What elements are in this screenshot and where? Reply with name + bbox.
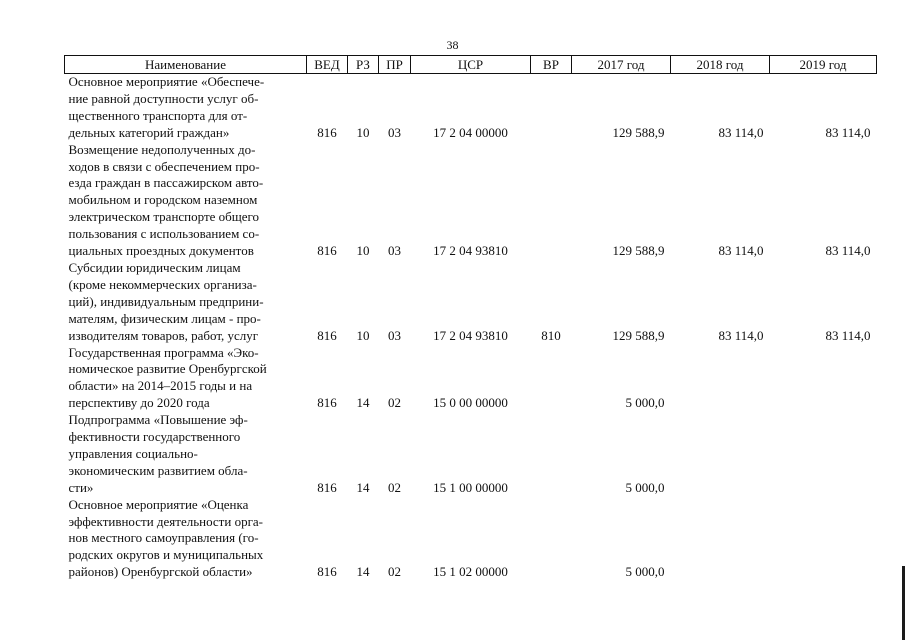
cell-2019 (770, 412, 877, 497)
cell-pr: 02 (388, 395, 401, 411)
cell-rz: 14 (356, 564, 370, 580)
cell-name (65, 497, 307, 582)
cell-ved: 816 (317, 124, 337, 140)
header-2018: 2018 год (671, 56, 770, 74)
table-row (65, 260, 877, 345)
cell-pr: 03 (388, 124, 401, 140)
table-row (65, 74, 877, 142)
cell-csr: 15 0 00 00000 (433, 395, 508, 411)
name-line: Подпрограмма «Повышение эф- (68, 412, 248, 428)
header-2019: 2019 год (770, 56, 877, 74)
header-vr: ВР (531, 56, 572, 74)
cell-name (65, 412, 307, 497)
cell-name (65, 142, 307, 260)
name-line: Субсидии юридическим лицам (68, 259, 241, 275)
cell-2017: 129 588,9 (612, 243, 665, 259)
table-row (65, 412, 877, 497)
cell-csr: 17 2 04 00000 (433, 124, 508, 140)
name-line: Основное мероприятие «Обеспече- (68, 74, 265, 89)
cell-ved: 816 (317, 395, 337, 411)
cell-ved: 816 (317, 479, 337, 495)
name-line: родских округов и муниципальных (68, 547, 264, 563)
name-line: езда граждан в пассажирском авто- (68, 175, 264, 191)
cell-vr (531, 412, 572, 497)
cell-name (65, 260, 307, 345)
name-line: области» на 2014–2015 годы и на (68, 378, 253, 394)
cell-vr: 810 (541, 327, 561, 343)
cell-pr: 02 (388, 479, 401, 495)
cell-vr (531, 142, 572, 260)
cell-2019: 83 114,0 (825, 327, 871, 343)
name-line: пользования с использованием со- (68, 226, 260, 242)
header-2017: 2017 год (572, 56, 671, 74)
cell-name (65, 74, 307, 142)
name-line: перспективу до 2020 года (68, 395, 210, 411)
cell-2017: 129 588,9 (612, 124, 665, 140)
name-line: дельных категорий граждан» (68, 124, 230, 140)
name-line: ние равной доступности услуг об- (68, 90, 259, 106)
name-line: районов) Оренбургской области» (68, 564, 253, 580)
cell-ved: 816 (317, 327, 337, 343)
cell-ved: 816 (317, 243, 337, 259)
cell-csr: 15 1 02 00000 (433, 564, 508, 580)
header-row (65, 56, 877, 74)
cell-2019 (770, 345, 877, 413)
name-line: экономическим развитием обла- (68, 462, 248, 478)
name-line: ходов в связи с обеспечением про- (68, 158, 260, 174)
table-row (65, 142, 877, 260)
name-line: мателям, физическим лицам - про- (68, 310, 261, 326)
table-row (65, 345, 877, 413)
cell-vr (531, 497, 572, 582)
name-line: циальных проездных документов (68, 243, 254, 259)
name-line: номическое развитие Оренбургской (68, 361, 267, 377)
cell-rz: 14 (356, 395, 370, 411)
name-line: Возмещение недополученных до- (68, 141, 256, 157)
header-rz: РЗ (348, 56, 379, 74)
name-line: управления социально- (68, 445, 198, 461)
cell-2018: 83 114,0 (718, 243, 764, 259)
cell-vr (531, 345, 572, 413)
cell-2017: 5 000,0 (625, 479, 665, 495)
cell-2019: 83 114,0 (825, 124, 871, 140)
cell-2018 (671, 497, 770, 582)
cell-pr: 02 (388, 564, 401, 580)
cell-name (65, 345, 307, 413)
header-name: Наименование (65, 56, 307, 74)
cell-ved: 816 (317, 564, 337, 580)
cell-2018 (671, 345, 770, 413)
table-body (65, 74, 877, 582)
cell-2018: 83 114,0 (718, 124, 764, 140)
name-line: электрическом транспорте общего (68, 209, 260, 225)
header-ved: ВЕД (307, 56, 348, 74)
header-pr: ПР (379, 56, 411, 74)
name-line: фективности государственного (68, 429, 241, 445)
cell-csr: 17 2 04 93810 (433, 327, 508, 343)
name-line: Основное мероприятие «Оценка (68, 496, 249, 512)
cell-rz: 10 (356, 327, 370, 343)
table-row (65, 497, 877, 582)
budget-table (64, 55, 877, 581)
cell-vr (531, 74, 572, 142)
name-line: эффективности деятельности орга- (68, 513, 264, 529)
cell-2019 (770, 497, 877, 582)
cell-csr: 15 1 00 00000 (433, 479, 508, 495)
cell-2017: 5 000,0 (625, 564, 665, 580)
cell-2017: 5 000,0 (625, 395, 665, 411)
cell-2017: 129 588,9 (612, 327, 665, 343)
cell-2018: 83 114,0 (718, 327, 764, 343)
name-line: щественного транспорта для от- (68, 107, 248, 123)
cell-2019: 83 114,0 (825, 243, 871, 259)
page-number: 38 (446, 38, 459, 52)
name-line: изводителям товаров, работ, услуг (68, 327, 259, 343)
name-line: (кроме некоммерческих организа- (68, 276, 257, 292)
name-line: сти» (68, 479, 94, 495)
cell-2018 (671, 412, 770, 497)
header-csr: ЦСР (411, 56, 531, 74)
cell-pr: 03 (388, 243, 401, 259)
cell-rz: 10 (356, 124, 370, 140)
cell-csr: 17 2 04 93810 (433, 243, 508, 259)
name-line: нов местного самоуправления (го- (68, 530, 259, 546)
name-line: ций), индивидуальным предприни- (68, 293, 264, 309)
cell-rz: 10 (356, 243, 370, 259)
name-line: Государственная программа «Эко- (68, 344, 259, 360)
cell-rz: 14 (356, 479, 370, 495)
name-line: мобильном и городском наземном (68, 192, 258, 208)
cell-pr: 03 (388, 327, 401, 343)
